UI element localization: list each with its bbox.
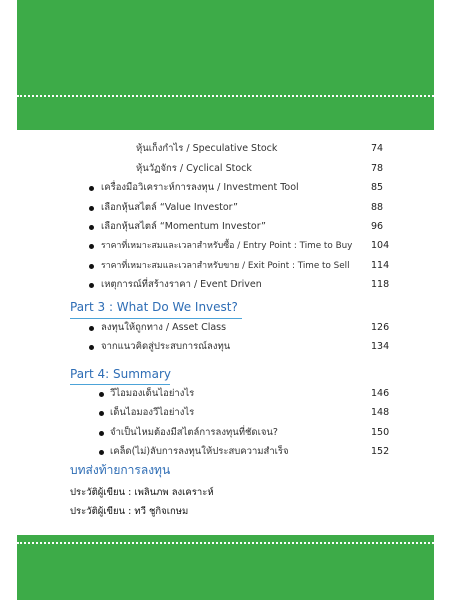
- toc-entry[interactable]: [0, 256, 450, 276]
- toc-entry-page: 134: [371, 341, 390, 352]
- bullet-icon: [89, 244, 94, 249]
- toc-entry-page: 78: [371, 163, 384, 174]
- toc-entry-title: ราคาที่เหมาะสมและเวลาสำหรับขาย / Exit Point : Time to Sell: [101, 261, 350, 271]
- toc-entry[interactable]: [0, 384, 450, 404]
- toc-entry-title: วีไอมองเด็นไอย่างไร: [110, 388, 195, 399]
- dotted-divider: [17, 95, 434, 97]
- dotted-divider: [17, 542, 434, 544]
- toc-entry-title: เลือกหุ้นสไตล์ “Value Investor”: [101, 202, 238, 213]
- toc-entry-page: 152: [371, 446, 390, 457]
- toc-entry-title: เคล็ด(ไม่)ลับการลงทุนให้ประสบความสำเร็จ: [110, 446, 289, 457]
- bullet-icon: [89, 283, 94, 288]
- bullet-icon: [89, 225, 94, 230]
- toc-entry-title: เหตุการณ์ที่สร้างราคา / Event Driven: [101, 279, 262, 290]
- toc-entry-title: หุ้นวัฏจักร / Cyclical Stock: [136, 163, 252, 174]
- header-band: [17, 0, 434, 130]
- author-bio-2[interactable]: ประวัติผู้เขียน : ทวี ชูกิจเกษม: [70, 506, 189, 517]
- toc-entry[interactable]: [0, 159, 450, 179]
- toc-entry[interactable]: [0, 337, 450, 357]
- toc-entry-page: 74: [371, 143, 384, 154]
- toc-entry-page: 114: [371, 260, 390, 271]
- toc-entry-page: 118: [371, 279, 390, 290]
- toc-entry[interactable]: [0, 318, 450, 338]
- toc-entry-title: จำเป็นไหมต้องมีสไตล์การลงทุนที่ชัดเจน?: [110, 427, 278, 438]
- toc-entry[interactable]: [0, 198, 450, 218]
- part-4-heading: Part 4: Summary: [70, 367, 171, 381]
- toc-entry-page: 88: [371, 202, 384, 213]
- toc-entry-page: 96: [371, 221, 384, 232]
- toc-entry[interactable]: [0, 236, 450, 256]
- closing-heading: บทส่งท้ายการลงทุน: [70, 463, 171, 477]
- toc-entry-page: 146: [371, 388, 390, 399]
- author-bio-1[interactable]: ประวัติผู้เขียน : เพลินภพ ลงเคราะห์: [70, 487, 214, 498]
- toc-entry-title: จากแนวคิดสู่ประสบการณ์ลงทุน: [101, 341, 231, 352]
- toc-entry-page: 104: [371, 240, 390, 251]
- bullet-icon: [89, 326, 94, 331]
- toc-entry[interactable]: [0, 442, 450, 462]
- toc-entry[interactable]: [0, 217, 450, 237]
- footer-band: [17, 535, 434, 600]
- bullet-icon: [89, 264, 94, 269]
- toc-entry-page: 150: [371, 427, 390, 438]
- toc-entry-title: เด็นไอมองวีไอย่างไร: [110, 407, 195, 418]
- toc-entry-page: 126: [371, 322, 390, 333]
- bullet-icon: [89, 206, 94, 211]
- toc-entry-title: ราคาที่เหมาะสมและเวลาสำหรับซื้อ / Entry Point : Time to Buy: [101, 241, 353, 251]
- toc-entry-page: 85: [371, 182, 384, 193]
- bullet-icon: [99, 431, 104, 436]
- bullet-icon: [89, 186, 94, 191]
- toc-entry-page: 148: [371, 407, 390, 418]
- toc-entry[interactable]: [0, 178, 450, 198]
- bullet-icon: [99, 411, 104, 416]
- toc-entry-title: เครื่องมือวิเคราะห์การลงทุน / Investment Tool: [101, 182, 299, 193]
- toc-entry-title: ลงทุนให้ถูกทาง / Asset Class: [101, 322, 227, 333]
- bullet-icon: [99, 392, 104, 397]
- bullet-icon: [89, 345, 94, 350]
- toc-entry[interactable]: [0, 139, 450, 159]
- part-3-heading: Part 3 : What Do We Invest?: [70, 300, 238, 314]
- toc-entry-title: เลือกหุ้นสไตล์ “Momentum Investor”: [101, 221, 266, 232]
- toc-entry[interactable]: [0, 423, 450, 443]
- toc-entry[interactable]: [0, 403, 450, 423]
- toc-entry[interactable]: [0, 275, 450, 295]
- bullet-icon: [99, 450, 104, 455]
- toc-entry-title: หุ้นเก็งกำไร / Speculative Stock: [136, 143, 278, 154]
